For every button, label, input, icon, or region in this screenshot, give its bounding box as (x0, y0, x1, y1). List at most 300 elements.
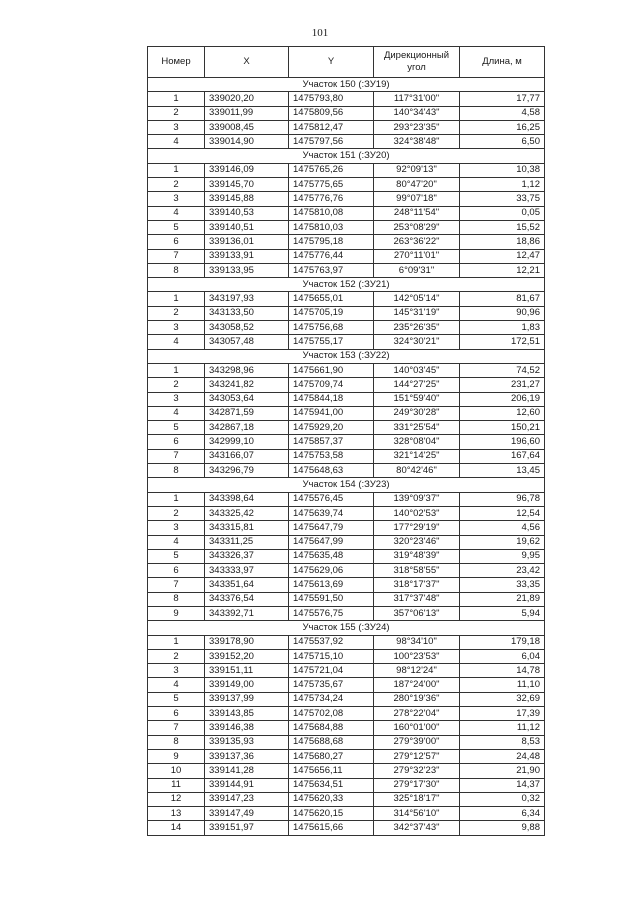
direction-angle: 279°17'30" (374, 778, 460, 792)
point-number: 2 (148, 378, 205, 392)
table-row (148, 120, 545, 134)
coord-y: 1475705,19 (289, 306, 374, 320)
coord-x: 339133,91 (205, 249, 289, 263)
coord-x: 339133,95 (205, 263, 289, 277)
direction-angle: 187°24'00" (374, 678, 460, 692)
coord-y: 1475702,08 (289, 707, 374, 721)
section-header-row (148, 78, 545, 92)
header-x: X (205, 47, 289, 78)
section-title: Участок 155 (:ЗУ24) (148, 621, 545, 635)
coord-x: 343376,54 (205, 592, 289, 606)
direction-angle: 144°27'25" (374, 378, 460, 392)
direction-angle: 100°23'53" (374, 649, 460, 663)
point-number: 6 (148, 235, 205, 249)
table-row (148, 92, 545, 106)
coord-y: 1475634,51 (289, 778, 374, 792)
coord-x: 343326,37 (205, 549, 289, 563)
coord-x: 343333,97 (205, 564, 289, 578)
section-header-row (148, 149, 545, 163)
coord-y: 1475661,90 (289, 363, 374, 377)
direction-angle: 248°11'54" (374, 206, 460, 220)
segment-length: 1,12 (460, 178, 545, 192)
segment-length: 12,21 (460, 263, 545, 277)
segment-length: 6,50 (460, 135, 545, 149)
direction-angle: 320°23'46" (374, 535, 460, 549)
segment-length: 19,62 (460, 535, 545, 549)
table-row (148, 235, 545, 249)
table-row (148, 449, 545, 463)
coord-y: 1475635,48 (289, 549, 374, 563)
point-number: 4 (148, 535, 205, 549)
segment-length: 33,35 (460, 578, 545, 592)
table-row (148, 335, 545, 349)
direction-angle: 151°59'40" (374, 392, 460, 406)
point-number: 6 (148, 564, 205, 578)
direction-angle: 80°42'46" (374, 464, 460, 478)
direction-angle: 253°08'29" (374, 220, 460, 234)
direction-angle: 117°31'00" (374, 92, 460, 106)
segment-length: 21,90 (460, 764, 545, 778)
coord-x: 339146,38 (205, 721, 289, 735)
page-number: 101 (311, 27, 329, 39)
segment-length: 9,88 (460, 821, 545, 835)
coord-y: 1475656,11 (289, 764, 374, 778)
coord-y: 1475615,66 (289, 821, 374, 835)
table-row (148, 135, 545, 149)
section-header-row (148, 478, 545, 492)
point-number: 7 (148, 449, 205, 463)
coord-x: 339135,93 (205, 735, 289, 749)
table-row (148, 735, 545, 749)
coord-x: 339145,70 (205, 178, 289, 192)
coord-y: 1475688,68 (289, 735, 374, 749)
table-row (148, 749, 545, 763)
coord-x: 339151,11 (205, 664, 289, 678)
table-row (148, 807, 545, 821)
point-number: 7 (148, 721, 205, 735)
point-number: 2 (148, 306, 205, 320)
direction-angle: 249°30'28" (374, 406, 460, 420)
segment-length: 167,64 (460, 449, 545, 463)
table-row (148, 506, 545, 520)
point-number: 3 (148, 321, 205, 335)
coord-x: 339020,20 (205, 92, 289, 106)
direction-angle: 317°37'48" (374, 592, 460, 606)
header-length: Длина, м (460, 47, 545, 78)
segment-length: 206,19 (460, 392, 545, 406)
coord-y: 1475648,63 (289, 464, 374, 478)
header-direction-angle: Дирекционный угол (374, 47, 460, 78)
coord-x: 339011,99 (205, 106, 289, 120)
table-row (148, 721, 545, 735)
table-row (148, 192, 545, 206)
coord-y: 1475639,74 (289, 506, 374, 520)
direction-angle: 140°03'45" (374, 363, 460, 377)
coord-y: 1475576,75 (289, 606, 374, 620)
table-row (148, 692, 545, 706)
coord-y: 1475576,45 (289, 492, 374, 506)
coord-x: 339147,49 (205, 807, 289, 821)
coord-x: 343057,48 (205, 335, 289, 349)
coord-x: 339149,00 (205, 678, 289, 692)
coord-y: 1475857,37 (289, 435, 374, 449)
coord-x: 339147,23 (205, 792, 289, 806)
table-row (148, 220, 545, 234)
direction-angle: 177°29'19" (374, 521, 460, 535)
segment-length: 33,75 (460, 192, 545, 206)
segment-length: 0,32 (460, 792, 545, 806)
segment-length: 4,58 (460, 106, 545, 120)
segment-length: 8,53 (460, 735, 545, 749)
point-number: 4 (148, 335, 205, 349)
direction-angle: 6°09'31" (374, 263, 460, 277)
coord-x: 342999,10 (205, 435, 289, 449)
coord-x: 343241,82 (205, 378, 289, 392)
coord-x: 339178,90 (205, 635, 289, 649)
table-row (148, 764, 545, 778)
segment-length: 9,95 (460, 549, 545, 563)
direction-angle: 293°23'35" (374, 120, 460, 134)
coord-x: 343392,71 (205, 606, 289, 620)
table-row (148, 778, 545, 792)
segment-length: 231,27 (460, 378, 545, 392)
direction-angle: 342°37'43" (374, 821, 460, 835)
point-number: 14 (148, 821, 205, 835)
table-row (148, 535, 545, 549)
coord-y: 1475734,24 (289, 692, 374, 706)
point-number: 2 (148, 178, 205, 192)
coord-y: 1475753,58 (289, 449, 374, 463)
direction-angle: 319°48'39" (374, 549, 460, 563)
segment-length: 14,78 (460, 664, 545, 678)
coord-y: 1475763,97 (289, 263, 374, 277)
point-number: 2 (148, 649, 205, 663)
table-row (148, 821, 545, 835)
table-row (148, 206, 545, 220)
point-number: 12 (148, 792, 205, 806)
coord-y: 1475715,10 (289, 649, 374, 663)
coord-y: 1475844,18 (289, 392, 374, 406)
point-number: 4 (148, 135, 205, 149)
table-row (148, 435, 545, 449)
coord-y: 1475810,03 (289, 220, 374, 234)
table-row (148, 421, 545, 435)
coord-x: 339144,91 (205, 778, 289, 792)
point-number: 1 (148, 492, 205, 506)
table-row (148, 678, 545, 692)
table-row (148, 249, 545, 263)
direction-angle: 279°12'57" (374, 749, 460, 763)
direction-angle: 92°09'13" (374, 163, 460, 177)
coord-y: 1475795,18 (289, 235, 374, 249)
point-number: 8 (148, 464, 205, 478)
segment-length: 96,78 (460, 492, 545, 506)
point-number: 9 (148, 606, 205, 620)
coord-y: 1475756,68 (289, 321, 374, 335)
table-row (148, 392, 545, 406)
coord-x: 343296,79 (205, 464, 289, 478)
point-number: 1 (148, 292, 205, 306)
segment-length: 15,52 (460, 220, 545, 234)
segment-length: 6,04 (460, 649, 545, 663)
coord-y: 1475680,27 (289, 749, 374, 763)
point-number: 4 (148, 406, 205, 420)
section-header-row (148, 349, 545, 363)
segment-length: 74,52 (460, 363, 545, 377)
point-number: 7 (148, 578, 205, 592)
segment-length: 32,69 (460, 692, 545, 706)
segment-length: 23,42 (460, 564, 545, 578)
table-row (148, 649, 545, 663)
direction-angle: 142°05'14" (374, 292, 460, 306)
segment-length: 90,96 (460, 306, 545, 320)
direction-angle: 279°32'23" (374, 764, 460, 778)
coord-x: 339136,01 (205, 235, 289, 249)
coord-x: 343351,64 (205, 578, 289, 592)
table-row (148, 606, 545, 620)
table-row (148, 263, 545, 277)
coord-x: 343398,64 (205, 492, 289, 506)
segment-length: 17,39 (460, 707, 545, 721)
coord-x: 339014,90 (205, 135, 289, 149)
coord-x: 339137,99 (205, 692, 289, 706)
direction-angle: 160°01'00" (374, 721, 460, 735)
point-number: 6 (148, 707, 205, 721)
segment-length: 12,54 (460, 506, 545, 520)
point-number: 3 (148, 120, 205, 134)
point-number: 6 (148, 435, 205, 449)
direction-angle: 318°58'55" (374, 564, 460, 578)
point-number: 2 (148, 106, 205, 120)
section-title: Участок 150 (:ЗУ19) (148, 78, 545, 92)
coordinates-table (147, 46, 545, 836)
point-number: 8 (148, 263, 205, 277)
coord-y: 1475776,44 (289, 249, 374, 263)
segment-length: 179,18 (460, 635, 545, 649)
coord-x: 343053,64 (205, 392, 289, 406)
coord-y: 1475620,15 (289, 807, 374, 821)
coord-y: 1475809,56 (289, 106, 374, 120)
section-title: Участок 151 (:ЗУ20) (148, 149, 545, 163)
segment-length: 17,77 (460, 92, 545, 106)
direction-angle: 139°09'37" (374, 492, 460, 506)
point-number: 3 (148, 521, 205, 535)
segment-length: 24,48 (460, 749, 545, 763)
segment-length: 11,12 (460, 721, 545, 735)
point-number: 2 (148, 506, 205, 520)
table-row (148, 178, 545, 192)
table-row (148, 406, 545, 420)
direction-angle: 235°26'35" (374, 321, 460, 335)
table-row (148, 664, 545, 678)
segment-length: 21,89 (460, 592, 545, 606)
point-number: 7 (148, 249, 205, 263)
segment-length: 81,67 (460, 292, 545, 306)
coord-x: 343133,50 (205, 306, 289, 320)
coord-y: 1475776,76 (289, 192, 374, 206)
coord-y: 1475721,04 (289, 664, 374, 678)
segment-length: 12,47 (460, 249, 545, 263)
point-number: 9 (148, 749, 205, 763)
point-number: 8 (148, 592, 205, 606)
coord-y: 1475775,65 (289, 178, 374, 192)
point-number: 1 (148, 635, 205, 649)
segment-length: 10,38 (460, 163, 545, 177)
direction-angle: 325°18'17" (374, 792, 460, 806)
coord-x: 343325,42 (205, 506, 289, 520)
direction-angle: 324°30'21" (374, 335, 460, 349)
coord-y: 1475647,79 (289, 521, 374, 535)
coord-y: 1475810,08 (289, 206, 374, 220)
section-title: Участок 153 (:ЗУ22) (148, 349, 545, 363)
direction-angle: 98°12'24" (374, 664, 460, 678)
coord-x: 342867,18 (205, 421, 289, 435)
point-number: 13 (148, 807, 205, 821)
point-number: 4 (148, 206, 205, 220)
coord-x: 343058,52 (205, 321, 289, 335)
coord-x: 343311,25 (205, 535, 289, 549)
point-number: 10 (148, 764, 205, 778)
coord-y: 1475765,26 (289, 163, 374, 177)
direction-angle: 280°19'36" (374, 692, 460, 706)
coord-x: 343166,07 (205, 449, 289, 463)
coord-x: 339140,53 (205, 206, 289, 220)
table-header-row (148, 47, 545, 78)
segment-length: 150,21 (460, 421, 545, 435)
segment-length: 16,25 (460, 120, 545, 134)
direction-angle: 314°56'10" (374, 807, 460, 821)
segment-length: 172,51 (460, 335, 545, 349)
coord-y: 1475684,88 (289, 721, 374, 735)
table-row (148, 592, 545, 606)
point-number: 1 (148, 92, 205, 106)
direction-angle: 328°08'04" (374, 435, 460, 449)
coord-y: 1475755,17 (289, 335, 374, 349)
header-y: Y (289, 47, 374, 78)
table-row (148, 564, 545, 578)
coord-x: 339008,45 (205, 120, 289, 134)
direction-angle: 270°11'01" (374, 249, 460, 263)
table-row (148, 492, 545, 506)
table-row (148, 521, 545, 535)
table-row (148, 578, 545, 592)
table-row (148, 306, 545, 320)
direction-angle: 324°38'48" (374, 135, 460, 149)
segment-length: 11,10 (460, 678, 545, 692)
coord-y: 1475591,50 (289, 592, 374, 606)
coord-y: 1475537,92 (289, 635, 374, 649)
direction-angle: 145°31'19" (374, 306, 460, 320)
point-number: 11 (148, 778, 205, 792)
table-row (148, 792, 545, 806)
segment-length: 12,60 (460, 406, 545, 420)
direction-angle: 98°34'10" (374, 635, 460, 649)
coord-x: 339143,85 (205, 707, 289, 721)
coord-y: 1475793,80 (289, 92, 374, 106)
coord-y: 1475941,00 (289, 406, 374, 420)
direction-angle: 357°06'13" (374, 606, 460, 620)
table-body (148, 78, 545, 836)
direction-angle: 321°14'25" (374, 449, 460, 463)
point-number: 3 (148, 392, 205, 406)
coord-x: 343298,96 (205, 363, 289, 377)
coord-x: 339151,97 (205, 821, 289, 835)
segment-length: 13,45 (460, 464, 545, 478)
coord-x: 339145,88 (205, 192, 289, 206)
segment-length: 6,34 (460, 807, 545, 821)
coord-y: 1475929,20 (289, 421, 374, 435)
segment-length: 4,56 (460, 521, 545, 535)
point-number: 5 (148, 220, 205, 234)
table-row (148, 163, 545, 177)
direction-angle: 80°47'20" (374, 178, 460, 192)
section-header-row (148, 621, 545, 635)
point-number: 1 (148, 163, 205, 177)
point-number: 5 (148, 692, 205, 706)
coord-y: 1475620,33 (289, 792, 374, 806)
coord-x: 339141,28 (205, 764, 289, 778)
coord-x: 339152,20 (205, 649, 289, 663)
coord-x: 342871,59 (205, 406, 289, 420)
point-number: 5 (148, 421, 205, 435)
table-row (148, 549, 545, 563)
segment-length: 18,86 (460, 235, 545, 249)
point-number: 4 (148, 678, 205, 692)
segment-length: 5,94 (460, 606, 545, 620)
coord-y: 1475647,99 (289, 535, 374, 549)
coord-x: 339140,51 (205, 220, 289, 234)
table-row (148, 707, 545, 721)
section-title: Участок 154 (:ЗУ23) (148, 478, 545, 492)
direction-angle: 263°36'22" (374, 235, 460, 249)
table-row (148, 635, 545, 649)
coord-y: 1475812,47 (289, 120, 374, 134)
segment-length: 14,37 (460, 778, 545, 792)
coord-y: 1475655,01 (289, 292, 374, 306)
direction-angle: 318°17'37" (374, 578, 460, 592)
segment-length: 1,83 (460, 321, 545, 335)
table-row (148, 363, 545, 377)
point-number: 8 (148, 735, 205, 749)
segment-length: 196,60 (460, 435, 545, 449)
coord-x: 343315,81 (205, 521, 289, 535)
coord-y: 1475735,67 (289, 678, 374, 692)
direction-angle: 140°02'53" (374, 506, 460, 520)
direction-angle: 278°22'04" (374, 707, 460, 721)
table-row (148, 106, 545, 120)
coord-x: 339146,09 (205, 163, 289, 177)
table-row (148, 378, 545, 392)
direction-angle: 140°34'43" (374, 106, 460, 120)
section-header-row (148, 278, 545, 292)
coord-x: 339137,36 (205, 749, 289, 763)
direction-angle: 279°39'00" (374, 735, 460, 749)
coord-y: 1475629,06 (289, 564, 374, 578)
table-row (148, 321, 545, 335)
point-number: 3 (148, 192, 205, 206)
segment-length: 0,05 (460, 206, 545, 220)
point-number: 1 (148, 363, 205, 377)
table-row (148, 464, 545, 478)
section-title: Участок 152 (:ЗУ21) (148, 278, 545, 292)
point-number: 3 (148, 664, 205, 678)
coord-y: 1475613,69 (289, 578, 374, 592)
coord-x: 343197,93 (205, 292, 289, 306)
coord-y: 1475797,56 (289, 135, 374, 149)
direction-angle: 99°07'18" (374, 192, 460, 206)
direction-angle: 331°25'54" (374, 421, 460, 435)
table-row (148, 292, 545, 306)
